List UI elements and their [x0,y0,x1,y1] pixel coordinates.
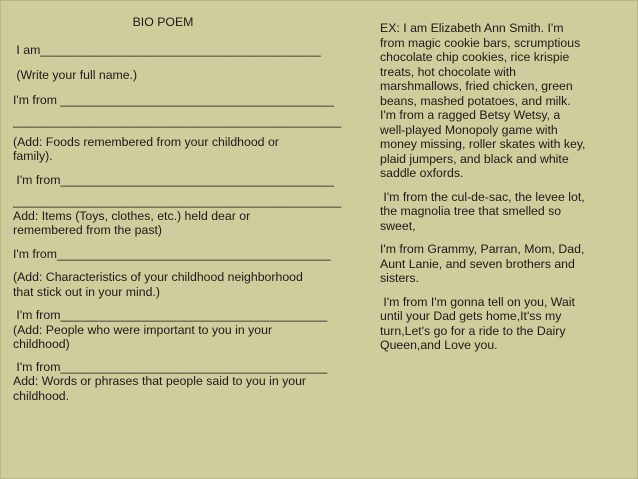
worksheet-line: I am_________________________________________ [13,42,321,57]
worksheet-line: I'm from________________________________________ [13,246,331,261]
worksheet-line: I'm from ________________________________________ [13,92,334,107]
worksheet-line: I'm from________________________________________ [13,172,334,187]
example-paragraph: I'm from I'm gonna tell on you, Wait until your Dad gets home,It'ss my turn,Let's go for a ride to the Dairy Queen,and Love you. [380,294,575,352]
worksheet-line: I'm from_______________________________________ Add: Words or phrases that people said to you in your childhood. [13,359,328,403]
example-paragraph: I'm from Grammy, Parran, Mom, Dad, Aunt Lanie, and seven brothers and sisters. [380,242,585,285]
worksheet-line: (Add: Characteristics of your childhood neighborhood that stick out in your mind.) [13,270,303,299]
worksheet-line: ________________________________________________ [13,114,342,128]
page-title: BIO POEM [132,15,194,29]
example-paragraph: EX: I am Elizabeth Ann Smith. I'm from magic cookie bars, scrumptious chocolate chip cookies, rice krispie treats, hot chocolate with marshmallows, fried chicken, green beans, mashed potatoes, and milk. I'm from a ragged Betsy Wetsy, a well-played Monopoly game with money missing, roller skates with key, plaid jumpers, and black and white saddle oxfords. [380,21,586,180]
worksheet-column [13,15,343,403]
worksheet-line: (Write your full name.) [13,68,138,82]
worksheet-line: (Add: Foods remembered from your childhood or family). [13,134,279,163]
worksheet-line: ________________________________________________ Add: Items (Toys, clothes, etc.) held dear or remembered from the past) [13,194,342,237]
worksheet-line: I'm from_______________________________________ (Add: People who were important to you in your childhood) [13,308,328,351]
example-paragraph: I'm from the cul-de-sac, the levee lot, the magnolia tree that smelled so sweet, [380,189,585,233]
example-column [380,21,620,353]
